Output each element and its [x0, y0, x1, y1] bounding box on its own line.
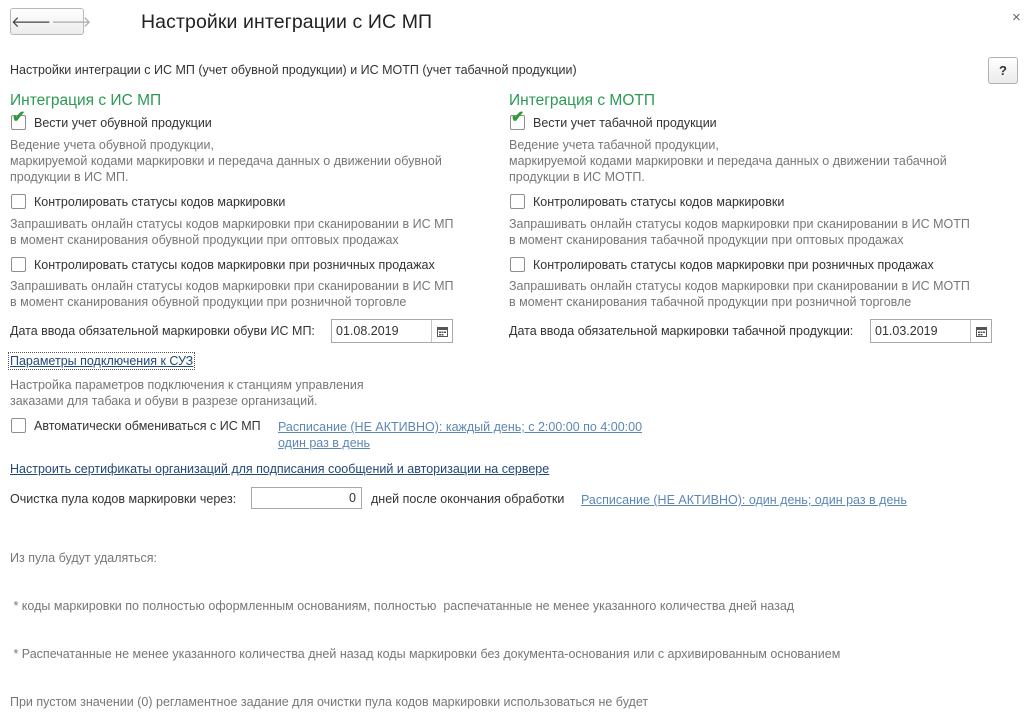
tobacco-marking-date-field[interactable]	[870, 319, 992, 343]
control-status-motp-hint	[509, 216, 970, 248]
hint-line: в момент сканирования табачной продукции при розничной торговле	[509, 295, 912, 309]
navigation-buttons	[10, 8, 92, 35]
track-shoes-hint	[10, 137, 442, 185]
control-status-motp-checkbox-row[interactable]	[510, 194, 784, 209]
note-line: * Распечатанные не менее указанного количества дней назад коды маркировки без документа-основания или с архивированным основанием	[10, 647, 841, 661]
suz-hint	[10, 377, 364, 409]
calendar-icon[interactable]	[431, 320, 452, 342]
track-tobacco-checkbox-row[interactable]	[510, 109, 717, 130]
control-retail-motp-checkbox[interactable]	[510, 257, 525, 272]
hint-line: маркируемой кодами маркировки и передача данных о движении табачной	[509, 154, 947, 168]
hint-line: в момент сканирования обувной продукции при оптовых продажах	[10, 233, 399, 247]
hint-line: Запрашивать онлайн статусы кодов маркировки при сканировании в ИС МОТП	[509, 217, 970, 231]
control-status-motp-checkbox[interactable]	[510, 194, 525, 209]
hint-line: Настройка параметров подключения к станциям управления	[10, 378, 364, 392]
track-shoes-checkbox-row[interactable]	[11, 109, 212, 130]
forward-button[interactable]	[51, 9, 91, 34]
track-tobacco-checkbox[interactable]	[510, 109, 525, 130]
settings-description: Настройки интеграции с ИС МП (учет обувной продукции) и ИС МОТП (учет табачной продукции)	[10, 63, 577, 77]
auto-exchange-checkbox-row[interactable]	[11, 418, 261, 433]
control-retail-checkbox[interactable]	[11, 257, 26, 272]
certificates-link[interactable]: Настроить сертификаты организаций для подписания сообщений и авторизации на сервере	[10, 462, 550, 476]
pool-schedule-link[interactable]: Расписание (НЕ АКТИВНО): один день; один раз в день	[581, 493, 907, 507]
section-title-is-mp: Интеграция с ИС МП	[10, 92, 162, 109]
hint-line: в момент сканирования обувной продукции при розничной торговле	[10, 295, 407, 309]
exchange-schedule-link[interactable]	[278, 419, 642, 451]
auto-exchange-label: Автоматически обмениваться с ИС МП	[34, 418, 261, 433]
suz-connection-link[interactable]: Параметры подключения к СУЗ	[10, 354, 194, 368]
track-tobacco-hint	[509, 137, 947, 185]
section-title-motp: Интеграция с МОТП	[509, 92, 656, 109]
hint-line: в момент сканирования табачной продукции при оптовых продажах	[509, 233, 904, 247]
schedule-line[interactable]: Расписание (НЕ АКТИВНО): каждый день; с 2:00:00 по 4:00:00	[278, 420, 643, 434]
checkmark-icon: ✔	[12, 109, 26, 126]
tobacco-marking-date-value[interactable]: 01.03.2019	[875, 324, 938, 338]
hint-line: заказами для табака и обуви в разрезе организаций.	[10, 394, 318, 408]
track-tobacco-label: Вести учет табачной продукции	[533, 115, 717, 130]
control-status-motp-label: Контролировать статусы кодов маркировки	[533, 194, 785, 209]
control-status-checkbox-row[interactable]	[11, 194, 285, 209]
hint-line: Ведение учета обувной продукции,	[10, 138, 214, 152]
hint-line: Запрашивать онлайн статусы кодов маркировки при сканировании в ИС МОТП	[509, 279, 970, 293]
calendar-icon[interactable]	[970, 320, 991, 342]
track-shoes-label: Вести учет обувной продукции	[34, 115, 212, 130]
control-retail-label: Контролировать статусы кодов маркировки при розничных продажах	[34, 257, 435, 272]
pool-cleanup-days-input[interactable]: 0	[251, 487, 362, 509]
control-status-label: Контролировать статусы кодов маркировки	[34, 194, 286, 209]
pool-cleanup-suffix: дней после окончания обработки	[371, 492, 565, 506]
control-retail-hint	[10, 278, 454, 310]
note-line: При пустом значении (0) регламентное задание для очистки пула кодов маркировки использоваться не будет	[10, 695, 649, 709]
hint-line: Ведение учета табачной продукции,	[509, 138, 719, 152]
hint-line: продукции в ИС МОТП.	[509, 170, 645, 184]
pool-cleanup-label: Очистка пула кодов маркировки через:	[10, 492, 237, 506]
checkmark-icon: ✔	[511, 109, 525, 126]
arrow-left-icon: 🡐	[11, 14, 52, 31]
control-retail-checkbox-row[interactable]	[11, 257, 435, 272]
note-line: * коды маркировки по полностью оформленным основаниям, полностью распечатанные не менее указанного количества дней назад	[10, 599, 795, 613]
auto-exchange-checkbox[interactable]	[11, 418, 26, 433]
hint-line: Запрашивать онлайн статусы кодов маркировки при сканировании в ИС МП	[10, 279, 454, 293]
hint-line: маркируемой кодами маркировки и передача данных о движении обувной	[10, 154, 442, 168]
control-retail-motp-hint	[509, 278, 970, 310]
hint-line: продукции в ИС МП.	[10, 170, 129, 184]
hint-line: Запрашивать онлайн статусы кодов маркировки при сканировании в ИС МП	[10, 217, 454, 231]
window-title: Настройки интеграции с ИС МП	[141, 11, 433, 33]
arrow-right-icon: 🡒	[51, 14, 92, 31]
shoe-marking-date-value[interactable]: 01.08.2019	[336, 324, 399, 338]
close-icon[interactable]: ×	[1012, 9, 1021, 26]
shoe-marking-date-label: Дата ввода обязательной маркировки обуви ИС МП:	[10, 324, 315, 338]
schedule-line[interactable]: один раз в день	[278, 436, 371, 450]
control-retail-motp-checkbox-row[interactable]	[510, 257, 934, 272]
tobacco-marking-date-label: Дата ввода обязательной маркировки табачной продукции:	[509, 324, 854, 338]
back-button[interactable]	[11, 9, 51, 34]
track-shoes-checkbox[interactable]	[11, 109, 26, 130]
shoe-marking-date-field[interactable]	[331, 319, 453, 343]
control-status-checkbox[interactable]	[11, 194, 26, 209]
control-status-hint	[10, 216, 454, 248]
pool-notes	[10, 518, 840, 726]
note-line: Из пула будут удаляться:	[10, 551, 157, 565]
help-button[interactable]: ?	[988, 57, 1018, 84]
control-retail-motp-label: Контролировать статусы кодов маркировки при розничных продажах	[533, 257, 934, 272]
